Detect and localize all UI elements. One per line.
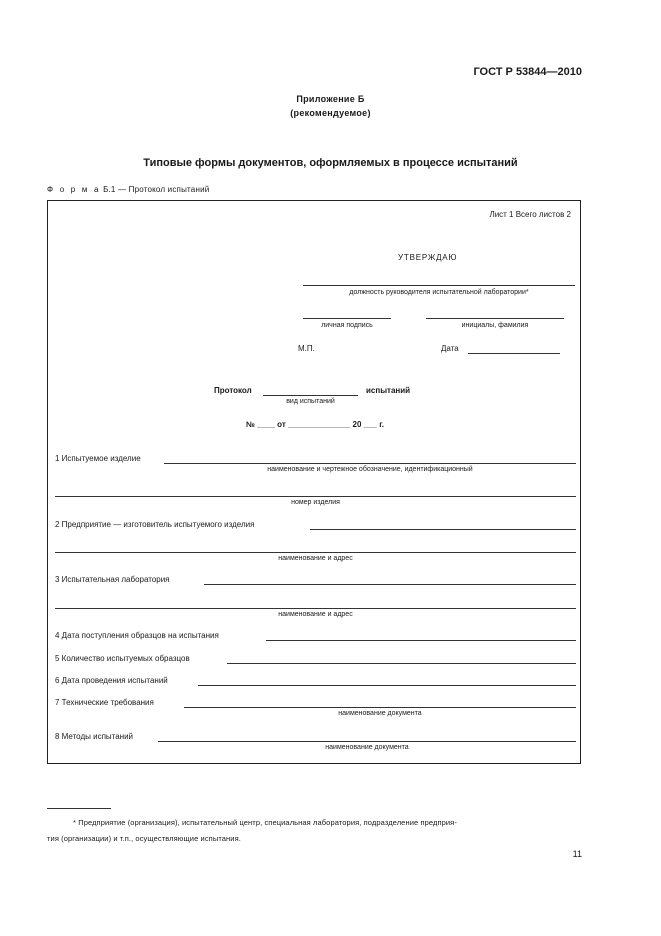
field-8-label: 8 Методы испытаний bbox=[55, 732, 134, 741]
page-number: 11 bbox=[572, 849, 582, 859]
appendix-status: (рекомендуемое) bbox=[290, 108, 371, 118]
field-7-label: 7 Технические требования bbox=[55, 698, 154, 707]
signature-caption: личная подпись bbox=[321, 322, 373, 329]
field-7-line[interactable] bbox=[184, 707, 576, 708]
form-label-rest: Б.1 — Протокол испытаний bbox=[103, 185, 210, 194]
form-label bbox=[47, 185, 209, 194]
standard-number: ГОСТ Р 53844—2010 bbox=[473, 66, 582, 78]
field-4-label: 4 Дата поступления образцов на испытания bbox=[55, 631, 219, 640]
field-1-caption-2: номер изделия bbox=[291, 499, 340, 506]
form-label-prefix: Ф о р м а bbox=[47, 185, 101, 194]
section-title: Типовые формы документов, оформляемых в процессе испытаний bbox=[143, 157, 518, 169]
footnote bbox=[47, 815, 581, 847]
field-8-caption: наименование документа bbox=[325, 744, 409, 751]
protocol-word: Протокол bbox=[214, 386, 252, 395]
field-3-label: 3 Испытательная лаборатория bbox=[55, 575, 170, 584]
footnote-line-2: тия (организации) и т.п., осуществляющие испытания. bbox=[47, 834, 241, 843]
protocol-form-frame bbox=[47, 200, 581, 764]
initials-line[interactable] bbox=[426, 318, 564, 319]
field-5-label: 5 Количество испытуемых образцов bbox=[55, 654, 190, 663]
field-2-label: 2 Предприятие — изготовитель испытуемого изделия bbox=[55, 520, 255, 529]
position-caption: должность руководителя испытательной лаборатории* bbox=[349, 289, 529, 296]
field-8-line[interactable] bbox=[158, 741, 576, 742]
position-line[interactable] bbox=[303, 285, 575, 286]
footnote-line-1: * Предприятие (организация), испытательный центр, специальная лаборатория, подразделение предприя- bbox=[73, 818, 457, 827]
tests-word: испытаний bbox=[366, 386, 411, 395]
date-line[interactable] bbox=[468, 353, 560, 354]
signature-line[interactable] bbox=[303, 318, 391, 319]
field-3-line[interactable] bbox=[204, 584, 576, 585]
field-6-label: 6 Дата проведения испытаний bbox=[55, 676, 168, 685]
test-type-caption: вид испытаний bbox=[286, 398, 335, 405]
test-type-line[interactable] bbox=[263, 395, 358, 396]
protocol-number-line: № ____ от ______________ 20 ___ г. bbox=[246, 420, 384, 429]
field-1-line-2[interactable] bbox=[55, 496, 576, 497]
field-1-line[interactable] bbox=[164, 463, 576, 464]
field-5-line[interactable] bbox=[227, 663, 576, 664]
field-3-line-2[interactable] bbox=[55, 608, 576, 609]
field-2-line[interactable] bbox=[310, 529, 576, 530]
footnote-rule bbox=[47, 808, 111, 809]
field-2-line-2[interactable] bbox=[55, 552, 576, 553]
field-1-label: 1 Испытуемое изделие bbox=[55, 454, 141, 463]
field-2-caption: наименование и адрес bbox=[278, 555, 353, 562]
date-label: Дата bbox=[441, 344, 459, 353]
initials-caption: инициалы, фамилия bbox=[461, 322, 529, 329]
field-4-line[interactable] bbox=[266, 640, 576, 641]
field-1-caption: наименование и чертежное обозначение, идентификационный bbox=[267, 466, 473, 473]
field-3-caption: наименование и адрес bbox=[278, 611, 353, 618]
sheet-count: Лист 1 Всего листов 2 bbox=[489, 210, 571, 219]
approve-heading: УТВЕРЖДАЮ bbox=[398, 253, 458, 262]
field-6-line[interactable] bbox=[198, 685, 576, 686]
appendix-title: Приложение Б bbox=[296, 94, 365, 104]
stamp-label: М.П. bbox=[298, 344, 315, 353]
field-7-caption: наименование документа bbox=[338, 710, 422, 717]
